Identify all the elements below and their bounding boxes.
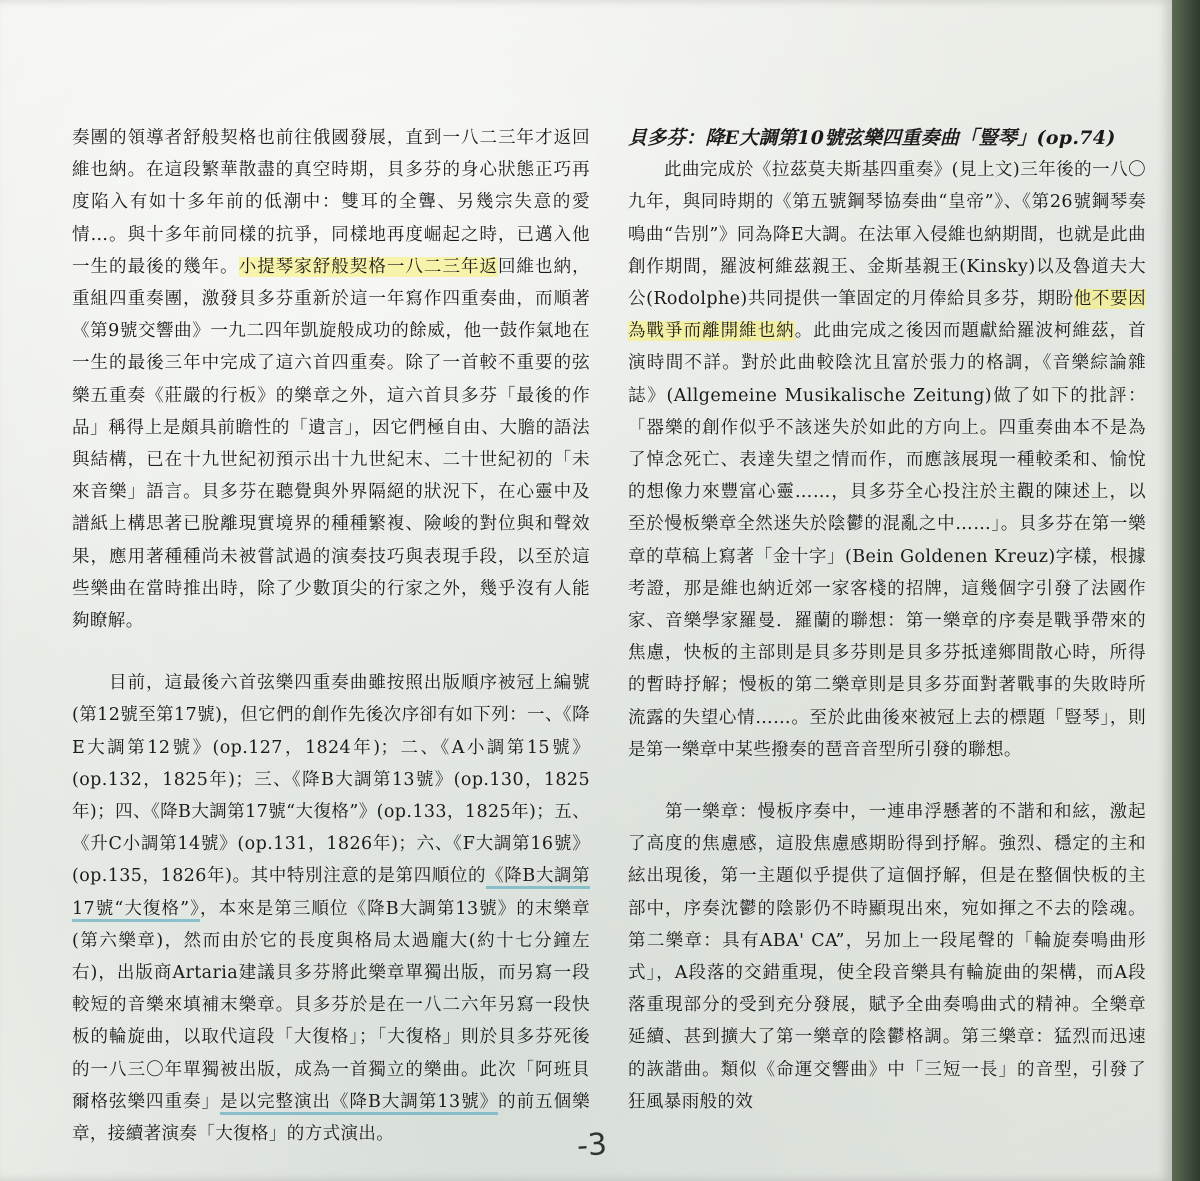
background-edge [1172, 0, 1200, 1181]
right-paragraph-1 [628, 154, 1146, 766]
blue-underline-highlight: 是以完整演出《降B大調第13號》 [220, 1092, 498, 1115]
blue-underline-highlight: 《降B大調第17號“大復格”》 [72, 866, 590, 921]
left-paragraph-2 [72, 667, 590, 1150]
right-column [628, 122, 1146, 1118]
text-segment: 回維也納，重組四重奏團，激發貝多芬重新於這一年寫作四重奏曲，而順著《第9號交響曲》一九二四年凱旋般成功的餘威，他一鼓作氣地在一生的最後三年中完成了這六首四重奏。除了一首較不重要的弦樂五重奏《莊嚴的行板》的樂章之外，這六首貝多芬「最後的作品」稱得上是頗具前瞻性的「遺言」，因它們極自由、大膽的語法與結構，已在十九世紀初預示出十九世紀末、二十世紀初的「未來音樂」語言。貝多芬在聽覺與外界隔絕的狀況下，在心靈中及譜紙上構思著已脫離現實境界的種種繁複、險峻的對位與和聲效果，應用著種種尚未被嘗試過的演奏技巧與表現手段，以至於這些樂曲在當時推出時，除了少數頂尖的行家之外，幾乎沒有人能夠瞭解。 [72, 256, 591, 632]
text-segment: 奏團的領導者舒般契格也前往俄國發展，直到一八二三年才返回維也納。在這段繁華散盡的真空時期，貝多芬的身心狀態正巧再度陷入有如十多年前的低潮中：雙耳的全聾、另幾宗失意的愛情…。與十多年前同樣的抗爭，同樣地再度崛起之時，已邁入他一生的最後的幾年。 [72, 128, 590, 277]
yellow-highlight: 小提琴家舒般契格一八二三年返 [238, 256, 499, 277]
text-segment: 此曲完成於《拉茲莫夫斯基四重奏》(見上文)三年後的一八〇九年，與同時期的《第五號鋼琴協奏曲“皇帝”》、《第26號鋼琴奏鳴曲“告別”》同為降E大調。在法軍入侵維也納期間，也就是此曲創作期間，羅波柯維茲親王、金斯基親王(Kinsky)以及魯道夫大公(Rodolphe)共同提供一筆固定的月俸給貝多芬，期盼 [628, 160, 1146, 310]
left-column [72, 122, 590, 1150]
text-segment: 。此曲完成之後因而題獻給羅波柯維茲，首演時間不詳。對於此曲較陰沈且富於張力的格調，《音樂綜論雜誌》(Allgemeine Musikalische Zeitung)做了如下的批評：「器樂的創作似乎不該迷失於如此的方向上。四重奏曲本不是為了悼念死亡、表達失望之情而作，而應該展現一種較柔和、愉悅的想像力來豐富心靈……，貝多芬全心投注於主觀的陳述上，以至於慢板樂章全然迷失於陰鬱的混亂之中……」。貝多芬在第一樂章的草稿上寫著「金十字」(Bein Goldenen Kreuz)字樣，根據考證，那是維也納近郊一家客棧的招牌，這幾個字引發了法國作家、音樂學家羅曼．羅蘭的聯想：第一樂章的序奏是戰爭帶來的焦慮，快板的主部則是貝多芬則是貝多芬抵達鄉間散心時，所得的暫時抒解；慢板的第二樂章則是貝多芬面對著戰事的失敗時所流露的失望心情……。至於此曲後來被冠上去的標題「豎琴」，則是第一樂章中某些撥奏的琶音音型所引發的聯想。 [628, 321, 1146, 760]
section-title: 貝多芬：降E大調第10號弦樂四重奏曲「豎琴」(op.74) [628, 127, 1116, 149]
text-segment: 的前五個樂章，接續著演奏「大復格」的方式演出。 [72, 1091, 591, 1145]
paragraph-gap [628, 766, 1146, 796]
left-paragraph-1 [72, 122, 590, 637]
yellow-highlight: 他不要因為戰爭而離開維也納 [628, 289, 1146, 342]
paragraph-gap [72, 637, 590, 667]
page-number: -3 [575, 1126, 609, 1165]
right-paragraph-2: 第一樂章：慢板序奏中，一連串浮懸著的不諧和和絃，激起了高度的焦慮感，這股焦慮感期盼得到抒解。強烈、穩定的主和絃出現後，第一主題似乎提供了這個抒解，但是在整個快板的主部中，序奏沈鬱的陰影仍不時顯現出來，宛如揮之不去的陰魂。第二樂章：具有ABA' CA”，另加上一段尾聲的「輪旋奏鳴曲形式」，A段落的交錯重現，使全段音樂具有輪旋曲的架構，而A段落重現部分的受到充分發展，賦予全曲奏鳴曲式的精神。全樂章延續、甚到擴大了第一樂章的陰鬱格調。第三樂章：猛烈而迅速的詼諧曲。類似《命運交響曲》中「三短一長」的音型，引發了狂風暴雨般的效 [628, 802, 1146, 1112]
text-segment: ，本來是第三順位《降B大調第13號》的末樂章(第六樂章)，然而由於它的長度與格局太過龐大(約十七分鐘左右)，出版商Artaria建議貝多芬將此樂章單獨出版，而另寫一段較短的音樂來填補末樂章。貝多芬於是在一八二六年另寫一段快板的輪旋曲，以取代這段「大復格」；「大復格」則於貝多芬死後的一八三〇年單獨被出版，成為一首獨立的樂曲。此次「阿班貝爾格弦樂四重奏」 [72, 898, 590, 1112]
text-segment: 目前，這最後六首弦樂四重奏曲雖按照出版順序被冠上編號(第12號至第17號)，但它們的創作先後次序卻有如下列：一、《降E大調第12號》(op.127，1824年)；二、《A小調第15號》(op.132，1825年)；三、《降B大調第13號》(op.130，1825年)；四、《降B大調第17號“大復格”》(op.133，1825年)；五、《升C小調第14號》(op.131，1826年)；六、《F大調第16號》(op.135，1826年)。其中特別注意的是第四順位的 [72, 673, 590, 887]
